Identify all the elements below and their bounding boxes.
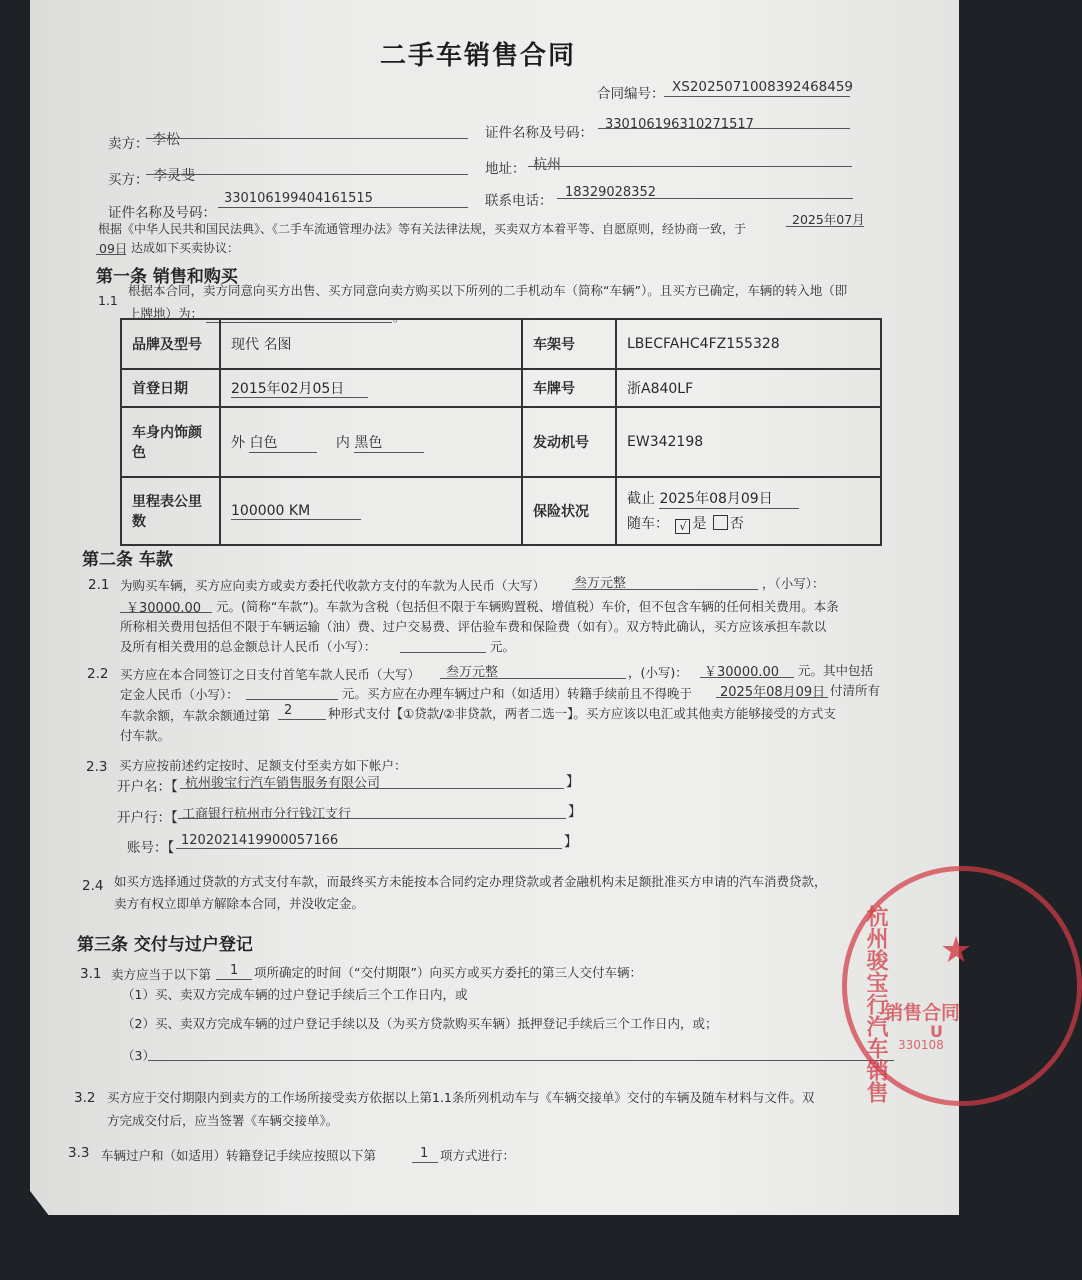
c33-line1a: 车辆过户和（如适用）转籍登记手续应按照以下第: [101, 1148, 377, 1163]
bank-label: 开户行：【: [117, 810, 178, 826]
acct-name-label: 开户名：【: [117, 779, 178, 795]
c22-line1c: 元。其中包括: [798, 663, 874, 678]
buyer-addr-value: 杭州: [533, 157, 561, 173]
mileage-label-line1: 里程表公里: [132, 494, 202, 510]
seal-text-arc: 杭州骏宝行汽车销售: [863, 905, 888, 1103]
page-title: 二手车销售合同: [380, 41, 577, 71]
buyer-name: 李灵斐: [153, 168, 195, 184]
reg-value: 2015年02月05日: [231, 381, 368, 398]
preamble-line2: 达成如下买卖协议：: [131, 241, 240, 255]
c31-num: 3.1: [80, 966, 102, 982]
acct-no-value: 1202021419900057166: [181, 833, 339, 848]
c21-line4a: 及所有相关费用的总金额总计人民币（小写）：: [120, 639, 377, 654]
plate-value: 浙A840LF: [627, 381, 694, 397]
contract-no-value: XS2025071008392468459: [672, 79, 854, 95]
seal-text-mid: 销售合同: [884, 1002, 961, 1024]
c22-line2a: 定金人民币（小写）：: [120, 687, 239, 702]
c21-line4b: 元。: [490, 639, 516, 654]
contract-no-label: 合同编号：: [597, 86, 665, 102]
color-cell: [220, 407, 522, 477]
reg-label: 首登日期: [121, 369, 220, 407]
seal-text-num: 330108: [898, 1038, 944, 1052]
vehicle-table: [120, 318, 882, 546]
bank-close: 】: [568, 804, 582, 820]
acct-name-close: 】: [566, 774, 580, 790]
buyer-addr-label: 地址：: [485, 161, 526, 177]
engine-label: 发动机号: [522, 407, 616, 477]
c31-line1a: 卖方应当于以下第: [111, 967, 212, 982]
seller-name: 李松: [152, 132, 180, 148]
seal-text-u: U: [930, 1022, 943, 1041]
c22-lower: ￥30000.00: [704, 665, 780, 680]
yes-label: 是: [692, 516, 707, 532]
c21-line1a: 为购买车辆，买方应向卖方或卖方委托代收款方支付的车款为人民币（大写）: [120, 578, 546, 593]
article3-title: 第三条 交付与过户登记: [77, 935, 253, 955]
c22-line1b: ，(小写)：: [628, 665, 688, 680]
engine-cell: [616, 407, 881, 477]
acct-name-value: 杭州骏宝行汽车销售服务有限公司: [185, 776, 381, 791]
color-label: [121, 407, 220, 477]
buyer-phone-label: 联系电话：: [485, 193, 553, 209]
plate-cell: [616, 369, 881, 407]
buyer-id-value: 330106199404161515: [224, 191, 373, 206]
c21-line1b: ，（小写）：: [762, 576, 825, 591]
ext-label: 外: [231, 434, 245, 451]
seller-id-value: 330106196310271517: [605, 117, 754, 132]
c22-line1a: 买方应在本合同签订之日支付首笔车款人民币（大写）: [120, 667, 421, 682]
ins-with-label: 随车：: [627, 516, 669, 532]
yes-checkbox[interactable]: √: [675, 519, 690, 534]
article1-title: 第一条 销售和购买: [96, 267, 238, 287]
seller-label: 卖方：: [108, 136, 149, 152]
c22-line2c: 付清所有: [830, 683, 881, 698]
no-label: 否: [729, 516, 744, 532]
acct-no-label: 账号：【: [127, 840, 175, 856]
mileage-label: [121, 477, 220, 545]
preamble-date2: 09日: [99, 241, 128, 256]
preamble-date1: 2025年07月: [792, 212, 865, 227]
int-label: 内: [335, 434, 350, 451]
c23-line1: 买方应按前述约定按时、足额支付至卖方如下帐户：: [119, 758, 407, 773]
c33-num: 3.3: [68, 1145, 90, 1161]
color-label-line2: 色: [132, 445, 146, 461]
vin-cell: [616, 319, 881, 369]
ins-until-value: 2025年08月09日: [659, 488, 799, 509]
insurance-label: 保险状况: [522, 477, 616, 545]
buyer-label: 买方：: [108, 172, 149, 188]
mileage-cell: [220, 477, 522, 545]
int-value: 黑色: [354, 432, 424, 453]
insurance-cell: [616, 477, 881, 545]
c22-num: 2.2: [87, 666, 109, 682]
c24-line1: 如买方选择通过贷款的方式支付车款，而最终买方未能按本合同约定办理贷款或者金融机构未足额批准买方申请的汽车消费贷款，: [114, 874, 827, 889]
ins-until-label: 截止: [627, 491, 655, 507]
c11-line1: 根据本合同，卖方同意向买方出售、买方同意向卖方购买以下所列的二手机动车（简称“车辆”）。且买方已确定，车辆的转入地（即: [128, 283, 848, 298]
c32-num: 3.2: [74, 1090, 96, 1106]
c23-num: 2.3: [86, 759, 108, 775]
c32-line2: 方完成交付后，应当签署《车辆交接单》。: [107, 1113, 339, 1128]
c31-option2: （2）买、卖双方完成车辆的过户登记手续以及（为买方贷款购买车辆）抵押登记手续后三个工作日内，或；: [122, 1016, 718, 1031]
plate-label: 车牌号: [522, 369, 616, 407]
c31-choice: 1: [230, 963, 239, 978]
c11-num: 1.1: [98, 293, 118, 308]
c31-line1b: 项所确定的时间（“交付期限”）向买方或买方委托的第三人交付车辆：: [254, 965, 642, 980]
c22-line3b: 种形式支付【①贷款/②非贷款，两者二选一】。买方应该以电汇或其他卖方能够接受的方式支: [328, 706, 836, 721]
c22-date: 2025年08月09日: [720, 685, 826, 700]
buyer-phone-value: 18329028352: [565, 185, 656, 200]
no-checkbox[interactable]: [713, 515, 728, 530]
acct-no-close: 】: [564, 834, 578, 850]
c21-num: 2.1: [88, 577, 110, 593]
c11-line2: 上牌地）为：: [128, 306, 204, 321]
mileage-value: 100000 KM: [231, 503, 361, 520]
vin-label: 车架号: [522, 319, 616, 369]
c22-upper: 叁万元整: [446, 665, 499, 680]
c31-option3: （3）: [122, 1048, 155, 1063]
c33-choice: 1: [420, 1146, 429, 1161]
c21-line2: 元。(简称“车款”)。车款为含税（包括但不限于车辆购置税、增值税）车价，但不包含车辆的任何相关费用。本条: [216, 599, 839, 614]
c22-line2b: 元。买方应在办理车辆过户和（如适用）转籍手续前且不得晚于: [342, 686, 693, 701]
c24-line2: 卖方有权立即单方解除本合同，并没收定金。: [114, 896, 365, 911]
c21-line3: 所称相关费用包括但不限于车辆运输（油）费、过户交易费、评估验车费和保险费（如有）。双方特此确认，买方应该承担车款以: [120, 619, 827, 634]
c33-line1b: 项方式进行：: [440, 1148, 516, 1163]
mileage-label-line2: 数: [132, 514, 146, 530]
c24-num: 2.4: [82, 878, 104, 894]
preamble-line1: 根据《中华人民共和国民法典》、《二手车流通管理办法》等有关法律法规，买卖双方本着平等、自愿原则，经协商一致，于: [98, 222, 747, 236]
color-label-line1: 车身内饰颜: [132, 425, 202, 441]
engine-value: EW342198: [627, 434, 704, 450]
seller-id-label: 证件名称及号码：: [485, 125, 593, 141]
article2-title: 第二条 车款: [82, 550, 173, 570]
c11-end: 。: [393, 309, 406, 324]
c22-way: 2: [284, 703, 293, 718]
reg-cell: [220, 369, 522, 407]
c21-upper: 叁万元整: [574, 576, 627, 591]
ext-value: 白色: [249, 432, 317, 453]
buyer-id-label: 证件名称及号码：: [108, 205, 216, 221]
brand-label: 品牌及型号: [121, 319, 220, 369]
c21-lower: ￥30000.00: [126, 601, 202, 616]
c22-line4: 付车款。: [120, 728, 171, 743]
seal-star-icon: ★: [940, 930, 973, 971]
bank-value: 工商银行杭州市分行钱江支行: [182, 807, 352, 822]
brand-cell: [220, 319, 522, 369]
c22-line3a: 车款余额，车款余额通过第: [120, 708, 271, 723]
c31-option1: （1）买、卖双方完成车辆的过户登记手续后三个工作日内，或: [122, 987, 468, 1002]
c32-line1: 买方应于交付期限内到卖方的工作场所接受卖方依据以上第1.1条所列机动车与《车辆交接单》交付的车辆及随车材料与文件。双: [107, 1090, 815, 1105]
brand-value: 现代 名图: [231, 337, 292, 353]
vin-value: LBECFAHC4FZ155328: [627, 336, 780, 352]
